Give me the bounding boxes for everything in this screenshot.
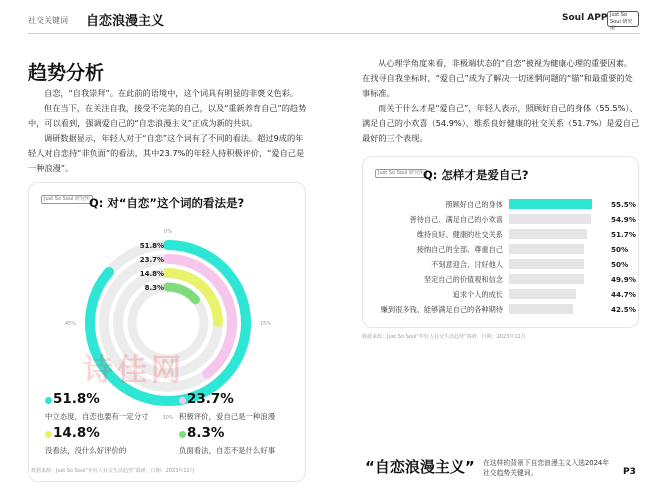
bar-category-label: 维持良好、健康的社交关系	[416, 230, 503, 239]
right-paragraph-1: 从心理学角度来看，非极端状态的“自恋”被视为健康心理的重要因素。在找寻自我坐标时，“爱自己”成为了解决一切迷惘问题的“锚”和最重要的处事标准。	[362, 58, 633, 98]
legend-desc-positive: 积极评价，爱自己是一种浪漫	[179, 412, 276, 421]
axis-tick-label: 30%	[162, 415, 174, 421]
radial-bar-label: 51.8%	[139, 242, 164, 250]
left-paragraph-3: 调研数据显示，年轻人对于“自恋”这个词有了不同的看法。超过9成的年轻人对自恋持“非负面”的看法，其中23.7%的年轻人持积极评价，“爱自己是一种浪漫”。	[28, 133, 305, 173]
bar-mark	[509, 304, 573, 314]
header-divider	[28, 33, 640, 34]
bar-source-note: 数据来源：Just So Soul“年轻人社交生活趋势”调研，日期：2023年12月	[362, 334, 526, 340]
bar-value-label: 50%	[611, 260, 629, 269]
bar-category-label: 追求个人的成长	[452, 290, 503, 299]
bar-value-label: 50%	[611, 245, 629, 254]
legend-dot-none	[45, 431, 52, 438]
page-number: P3	[623, 467, 636, 477]
bar-mark	[509, 289, 576, 299]
bar-value-label: 44.7%	[611, 290, 636, 299]
header-title: 自恋浪漫主义	[86, 14, 165, 29]
legend-value-positive: 23.7%	[187, 391, 234, 407]
footer-note: 在这样的背景下自恋浪漫主义入选2024年社交趋势关键词。	[483, 459, 610, 477]
bar-mark	[509, 199, 592, 209]
radial-bar-label: 8.3%	[144, 284, 164, 292]
page-header	[0, 0, 667, 34]
donut-chart-card	[28, 182, 306, 482]
bar-chart-card	[362, 156, 639, 328]
page-heading: 趋势分析	[28, 62, 105, 84]
card-brand-logo: Just So Soul 研究所	[375, 169, 427, 178]
radial-bar-label: 14.8%	[139, 270, 164, 278]
legend-value-negative: 8.3%	[187, 425, 225, 441]
axis-tick-label: 15%	[260, 321, 272, 327]
bar-category-label: 坚定自己的价值观和信念	[423, 275, 503, 284]
legend-desc-negative: 负面看法，自恋不是什么好事	[179, 446, 276, 455]
axis-tick-label: 45%	[64, 321, 76, 327]
bar-category-label: 赚到很多钱、能够满足自己的各种期待	[380, 305, 503, 314]
legend-dot-negative	[179, 431, 186, 438]
brand-logo: Just So Soul 研究所	[607, 11, 639, 27]
donut-question: Q: 对“自恋”这个词的看法是?	[89, 196, 245, 210]
left-paragraph-1: 自恋，“自我崇拜”。在此前的语境中，这个词具有明显的非褒义色彩。	[44, 88, 299, 98]
bar-category-label: 接纳自己的全部、尊重自己	[416, 245, 503, 254]
left-paragraph-2: 但在当下，在关注自我，接受不完美的自己，以及“重新养育自己”的趋势中，可以看到，强调爱自己的“自恋浪漫主义”正成为新的共识。	[28, 103, 307, 128]
legend-dot-neutral	[45, 397, 52, 404]
header-tag: 社交关键词	[28, 16, 68, 25]
right-paragraph-2: 而关于什么才是“爱自己”，年轻人表示，照顾好自己的身体（55.5%）、满足自己的小欢喜（54.9%）、维系良好健康的社交关系（51.7%）是爱自己最好的三个表现。	[362, 103, 640, 143]
bar-question: Q: 怎样才是爱自己?	[423, 168, 529, 182]
bar-value-label: 49.9%	[611, 275, 636, 284]
bar-category-label: 照顾好自己的身体	[445, 200, 503, 209]
axis-tick-label: 0%	[164, 229, 172, 235]
watermark: 诗佳网	[83, 353, 185, 388]
card-brand-logo: Just So Soul 研究所	[41, 195, 93, 204]
bar-value-label: 51.7%	[611, 230, 636, 239]
bar-mark	[509, 274, 584, 284]
bar-value-label: 42.5%	[611, 305, 636, 314]
bar-mark	[509, 229, 587, 239]
bar-mark	[509, 259, 584, 269]
donut-source-note: 数据来源：Just So Soul“年轻人社交生活趋势”调研，日期：2023年12月	[31, 468, 195, 474]
bar-category-label: 不刻意迎合、讨好他人	[431, 260, 503, 269]
radial-bar-label: 23.7%	[139, 256, 164, 264]
legend-desc-neutral: 中立态度，自恋也要有一定分寸	[45, 412, 149, 421]
bar-value-label: 55.5%	[611, 200, 636, 209]
brand-name: Soul APP	[562, 13, 608, 23]
bar-value-label: 54.9%	[611, 215, 636, 224]
radial-bar	[168, 287, 195, 300]
bar-mark	[509, 244, 584, 254]
legend-value-none: 14.8%	[53, 425, 100, 441]
legend-dot-positive	[179, 397, 186, 404]
bar-mark	[509, 214, 591, 224]
legend-desc-none: 没看法，没什么好评价的	[45, 446, 127, 455]
bar-category-label: 善待自己、满足自己的小欢喜	[409, 215, 503, 224]
footer-keyword-title: “自恋浪漫主义”	[365, 458, 475, 476]
legend-value-neutral: 51.8%	[53, 391, 100, 407]
